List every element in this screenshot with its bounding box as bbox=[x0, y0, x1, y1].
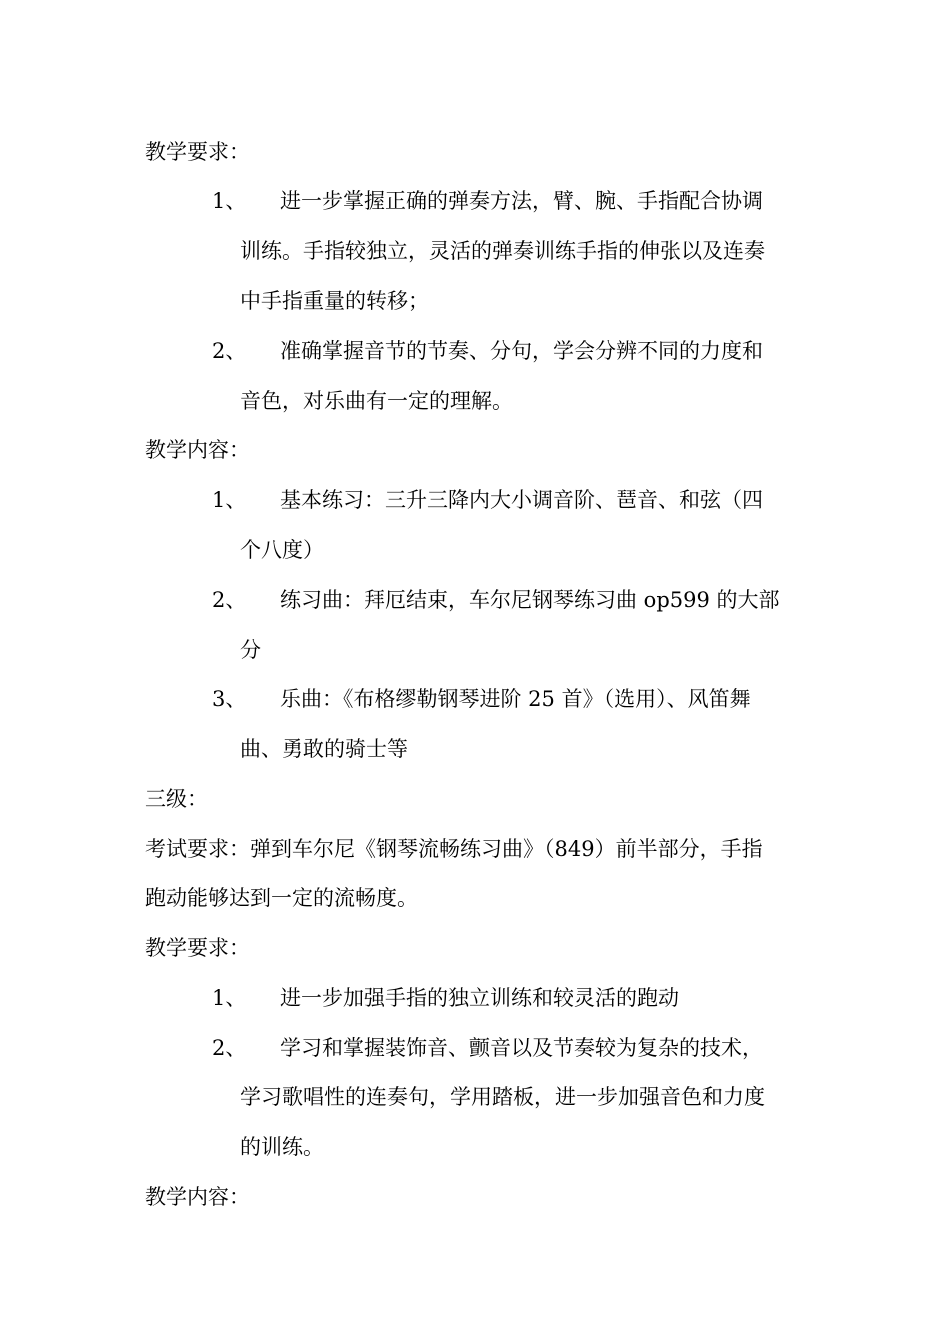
exam-requirement-text-continued: 跑动能够达到一定的流畅度。 bbox=[145, 886, 418, 910]
list-item-text-continued: 个八度） bbox=[240, 538, 324, 562]
level-heading: 三级： bbox=[145, 787, 208, 811]
section-heading-teaching-requirements: 教学要求： bbox=[145, 140, 250, 164]
list-item-number: 3、 bbox=[212, 687, 247, 711]
list-item-number: 2、 bbox=[212, 1036, 247, 1060]
list-item-text-continued: 音色，对乐曲有一定的理解。 bbox=[240, 389, 513, 413]
list-item-text: 乐曲：《布格缪勒钢琴进阶 25 首》（选用）、风笛舞 bbox=[280, 687, 751, 711]
list-item-number: 2、 bbox=[212, 588, 247, 612]
list-item-text-continued: 中手指重量的转移； bbox=[240, 289, 429, 313]
list-item-text: 进一步掌握正确的弹奏方法，臂、腕、手指配合协调 bbox=[280, 189, 763, 213]
list-item-text-continued: 曲、勇敢的骑士等 bbox=[240, 737, 408, 761]
list-item-text-continued: 训练。手指较独立，灵活的弹奏训练手指的伸张以及连奏 bbox=[240, 239, 765, 263]
list-item-text-continued: 分 bbox=[240, 638, 261, 662]
list-item-number: 2、 bbox=[212, 339, 247, 363]
list-item-text: 练习曲：拜厄结束，车尔尼钢琴练习曲 op599 的大部 bbox=[280, 588, 780, 612]
list-item-text: 基本练习：三升三降内大小调音阶、琶音、和弦（四 bbox=[280, 488, 763, 512]
section-heading-teaching-requirements: 教学要求： bbox=[145, 936, 250, 960]
list-item-text-continued: 学习歌唱性的连奏句，学用踏板，进一步加强音色和力度 bbox=[240, 1085, 765, 1109]
list-item-text: 准确掌握音节的节奏、分句，学会分辨不同的力度和 bbox=[280, 339, 763, 363]
list-item-text: 学习和掌握装饰音、颤音以及节奏较为复杂的技术， bbox=[280, 1036, 763, 1060]
list-item-text-continued: 的训练。 bbox=[240, 1135, 324, 1159]
section-heading-teaching-content: 教学内容： bbox=[145, 1185, 250, 1209]
list-item-number: 1、 bbox=[212, 488, 247, 512]
list-item-number: 1、 bbox=[212, 986, 247, 1010]
list-item-number: 1、 bbox=[212, 189, 247, 213]
exam-requirement-text: 考试要求：弹到车尔尼《钢琴流畅练习曲》（849）前半部分，手指 bbox=[145, 837, 763, 861]
section-heading-teaching-content: 教学内容： bbox=[145, 438, 250, 462]
list-item-text: 进一步加强手指的独立训练和较灵活的跑动 bbox=[280, 986, 679, 1010]
